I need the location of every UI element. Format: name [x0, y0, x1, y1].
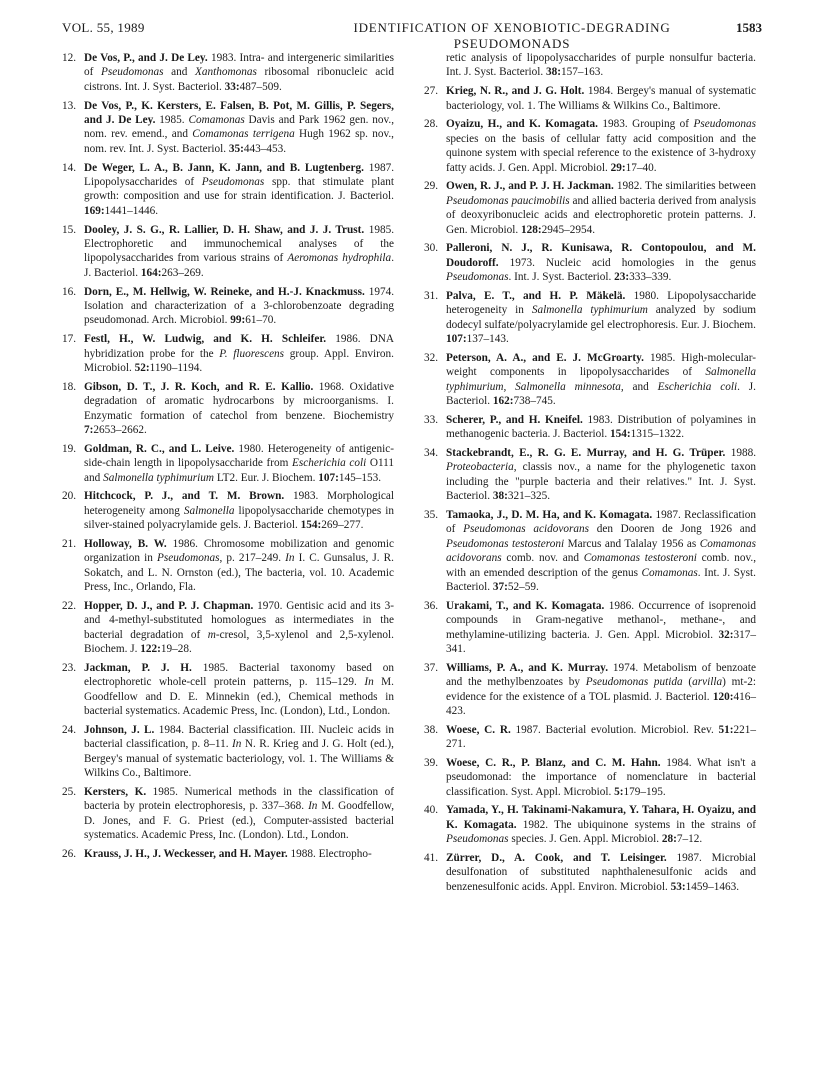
references-right-column	[424, 51, 756, 898]
reference-entry	[424, 241, 756, 284]
ref-italic-term: Escherichia coli	[292, 457, 367, 470]
ref-volume: 7:	[84, 424, 94, 436]
reference-number: 20.	[62, 490, 77, 503]
reference-authors: Goldman, R. C., and L. Leive.	[84, 442, 235, 455]
ref-text: 1985. Electrophoretic and immunochemical analyses of the lipopolysaccharides from various strains of	[84, 223, 394, 265]
reference-authors: Krieg, N. R., and J. G. Holt.	[446, 85, 585, 98]
reference-number: 14.	[62, 161, 77, 174]
ref-volume: 154:	[610, 428, 631, 441]
ref-text: 1987. Lipopolysaccharides of	[84, 161, 394, 188]
reference-authors: Holloway, B. W.	[84, 537, 167, 550]
ref-text: 1986. DNA hybridization probe for the	[84, 333, 394, 360]
reference-number: 18.	[62, 380, 77, 393]
ref-text: 1988. Electropho-	[290, 847, 372, 860]
reference-entry	[62, 99, 394, 157]
ref-text: M. Goodfellow and D. E. Minnekin (ed.), Chemical methods in bacterial systematics. Academic Press, Inc. (London), Ltd., London.	[84, 676, 394, 718]
reference-number: 36.	[424, 599, 439, 612]
ref-volume: 37:	[492, 581, 508, 594]
ref-text: 1315–1322.	[630, 428, 685, 441]
ref-text: 443–453.	[243, 142, 287, 155]
reference-authors: De Weger, L. A., B. Jann, K. Jann, and B. Lugtenberg.	[84, 161, 364, 174]
reference-number: 28.	[424, 118, 439, 131]
ref-volume: 35:	[228, 142, 244, 155]
reference-entry	[424, 351, 756, 409]
ref-text: 1983. Morphological heterogeneity among	[84, 490, 395, 517]
ref-text: 1984. Bacterial classification. III. Nucleic acids in bacterial classification, p. 8–11.	[84, 723, 395, 751]
reference-number: 31.	[424, 289, 439, 302]
ref-text: 321–325.	[507, 490, 551, 503]
ref-italic-term: arvilla	[692, 676, 723, 689]
ref-text: and	[623, 380, 658, 393]
reference-entry	[62, 380, 394, 438]
ref-text: 19–28.	[160, 643, 192, 656]
reference-authors: Woese, C. R.	[446, 723, 511, 736]
reference-entry	[424, 851, 756, 894]
ref-text: 317–341.	[446, 628, 756, 656]
ref-text: Davis and Park 1962 gen. nov., nom. rev. emend., and	[84, 114, 395, 141]
ref-italic-term: Xanthomonas	[194, 66, 257, 79]
reference-number: 39.	[424, 756, 439, 769]
ref-text: I. C. Gunsalus, J. R. Sokatch, and L. N. Ornston (ed.), The bacteria, vol. 10. Academic Press, Inc., Orlando, Fla.	[84, 552, 394, 594]
reference-entry	[62, 442, 394, 485]
ref-italic-term: Comamonas	[641, 566, 698, 579]
ref-text: 1968. Oxidative degradation of aromatic hydrocarbons by microorganisms. I. Enzymatic formation of catechol from benzene. Biochemistry	[84, 380, 394, 422]
reference-authors: Dorn, E., M. Hellwig, W. Reineke, and H.-J. Knackmuss.	[84, 285, 365, 298]
ref-text: 1985. Bacterial taxonomy based on electrophoretic whole-cell protein patterns, p. 115–129.	[84, 661, 394, 689]
ref-text: group. Appl. Environ. Microbiol.	[84, 347, 394, 374]
reference-number: 19.	[62, 442, 77, 455]
reference-entry	[424, 803, 756, 846]
reference-number: 32.	[424, 351, 439, 364]
ref-text: comb. nov. and	[501, 552, 584, 565]
reference-number: 41.	[424, 851, 439, 864]
ref-text: 1980. Lipopolysaccharide heterogeneity in	[446, 289, 756, 317]
reference-entry	[424, 413, 756, 442]
reference-entry	[424, 84, 756, 113]
reference-authors: De Vos, P., K. Kersters, E. Falsen, B. Pot, M. Gillis, P. Segers, and J. De Ley.	[84, 99, 394, 126]
ref-text: . Int. J. Syst. Bacteriol.	[446, 566, 756, 594]
ref-text: 179–195.	[623, 785, 666, 798]
ref-text: , p. 217–249.	[219, 552, 286, 565]
reference-entry	[424, 446, 756, 504]
ref-text: 1982. The ubiquinone systems in the strains of	[522, 818, 756, 831]
ref-volume: 107:	[446, 333, 467, 346]
reference-number: 40.	[424, 804, 439, 817]
reference-continuation	[424, 51, 756, 80]
ref-text: 137–143.	[466, 333, 509, 346]
ref-text: 1459–1463.	[685, 880, 740, 893]
reference-entry	[424, 117, 756, 175]
ref-volume: 107:	[318, 471, 339, 484]
ref-volume: 99:	[230, 314, 246, 327]
reference-authors: Zürrer, D., A. Cook, and T. Leisinger.	[446, 851, 667, 864]
reference-authors: Festl, H., W. Ludwig, and K. H. Schleifer.	[84, 333, 327, 346]
reference-authors: Woese, C. R., P. Blanz, and C. M. Hahn.	[446, 756, 661, 769]
ref-italic-term: Comamonas terrigena	[192, 128, 295, 141]
ref-text: Hugh 1962 sp. nov., nom. rev. Int. J. Syst. Bacteriol.	[84, 128, 394, 155]
ref-volume: 120:	[712, 690, 734, 703]
ref-italic-term: P. fluorescens	[219, 347, 285, 360]
reference-entry	[424, 179, 756, 237]
reference-authors: Hopper, D. J., and P. J. Chapman.	[84, 599, 254, 612]
ref-text: 1986. Chromosome mobilization and genomic organization in	[84, 537, 394, 565]
reference-authors: Dooley, J. S. G., R. Lallier, D. H. Shaw, and J. J. Trust.	[84, 223, 365, 236]
ref-text: 17–40.	[625, 161, 657, 174]
ref-text: 1973. Nucleic acid homologies in the genus	[509, 256, 756, 269]
ref-italic-term: Salmonella typhimurium	[103, 471, 214, 484]
ref-text: 145–153.	[338, 471, 382, 484]
reference-entry	[62, 723, 394, 781]
reference-number: 12.	[62, 52, 77, 64]
ref-text: 1985. Numerical methods in the classification of bacteria by protein electrophoresis, p. 337–368.	[84, 785, 394, 813]
reference-number: 17.	[62, 333, 77, 346]
page-number: 1583	[736, 20, 762, 35]
ref-italic-term: Pseudomonas	[156, 552, 220, 565]
reference-number: 34.	[424, 446, 439, 459]
ref-text: . J. Bacteriol.	[446, 380, 756, 408]
ref-text: spp. that stimulate plant growth: composition and use for strain identification. J. Bacteriol.	[84, 176, 394, 203]
ref-text: 1987. Microbial desulfonation of substituted naphthalenesulfonic acids and benzenesulfonic acids. Appl. Environ. Microbiol.	[446, 851, 756, 893]
ref-volume: 23:	[614, 271, 630, 284]
ref-text: 263–269.	[161, 266, 204, 279]
reference-authors: Palleroni, N. J., R. Kunisawa, R. Contopoulou, and M. Doudoroff.	[446, 242, 756, 269]
ref-text: 1985. High-molecular-weight components in lipopolysaccharides of	[446, 351, 757, 379]
running-header	[62, 20, 762, 51]
ref-text: N. R. Krieg and J. G. Holt (ed.), Bergey's manual of systematic bacteriology, vol. 1. The Williams & Wilkins Co., Baltimore.	[84, 738, 394, 780]
ref-italic-term: Pseudomonas	[201, 176, 265, 188]
ref-italic-term: Escherichia coli	[657, 380, 738, 393]
ref-text: 1980. Heterogeneity of antigenic-side-chain length in lipopolysaccharide from	[84, 442, 394, 470]
reference-authors: Krauss, J. H., J. Weckesser, and H. Mayer.	[84, 847, 288, 860]
reference-authors: Owen, R. J., and P. J. H. Jackman.	[446, 180, 614, 193]
reference-number: 26.	[62, 847, 77, 860]
reference-entry	[62, 223, 394, 281]
ref-italic-term: Comamonas testosteroni	[583, 552, 697, 565]
ref-text: 2653–2662.	[93, 424, 147, 436]
reference-number: 13.	[62, 99, 77, 112]
reference-entry	[62, 785, 394, 843]
ref-text: 487–509.	[239, 80, 282, 93]
ref-volume: 164:	[140, 266, 162, 279]
reference-entry	[62, 599, 394, 657]
ref-italic-term: In	[308, 800, 318, 813]
ref-italic-term: Pseudomonas	[446, 271, 509, 284]
reference-number: 37.	[424, 661, 439, 674]
reference-entry	[62, 285, 394, 328]
ref-text: 1983. Grouping of	[602, 118, 694, 131]
ref-text: 1190–1194.	[149, 362, 203, 374]
ref-text: 1974. Isolation and characterization of a 3-chlorobenzoate degrading pseudomonad. Arch. Microbiol.	[84, 285, 394, 327]
ref-text: ) mt-2: evidence for the existence of a TOL plasmid. J. Bacteriol.	[446, 676, 756, 703]
reference-entry	[424, 661, 756, 719]
ref-text: 1988.	[730, 446, 757, 459]
reference-entry	[424, 599, 756, 657]
reference-entry	[62, 161, 394, 219]
ref-text: 738–745.	[513, 395, 556, 408]
ref-volume: 33:	[224, 80, 240, 93]
ref-italic-term: Salmonella typhimurium, Salmonella minnesota,	[446, 366, 756, 393]
ref-italic-term: In	[285, 552, 295, 565]
ref-text: 2945–2954.	[541, 223, 596, 236]
ref-text: 1984. What isn't a pseudomonad: the importance of nomenclature in bacterial classification. Syst. Appl. Microbiol.	[446, 756, 757, 798]
reference-authors: Urakami, T., and K. Komagata.	[446, 599, 605, 612]
reference-entry	[62, 489, 394, 532]
ref-text: species on the basis of cellular fatty acid composition and the quinone system with special reference to the existence of 3-hydroxy fatty acids. J. Gen. Appl. Microbiol.	[446, 132, 756, 174]
reference-number: 27.	[424, 85, 439, 98]
ref-volume: 38:	[546, 66, 561, 79]
ref-text: analyzed by sodium dodecyl sulfate/polyacrylamide gel electrophoresis. Eur. J. Biochem.	[446, 304, 756, 331]
ref-text: 1984. Bergey's manual of systematic bacteriology, vol. 1. The Williams & Wilkins Co., Baltimore.	[446, 85, 756, 112]
reference-authors: Williams, P. A., and K. Murray.	[446, 661, 609, 674]
ref-italic-term: m	[207, 628, 216, 641]
ref-volume: 52:	[134, 362, 150, 374]
ref-text: lipopolysaccharide chemotypes in silver-stained polyacrylamide gels. J. Bacteriol.	[84, 504, 394, 532]
reference-authors: Kersters, K.	[84, 785, 147, 798]
ref-text: 1974. Metabolism of benzoate and the methylbenzoates by	[446, 661, 757, 689]
ref-text: 61–70.	[245, 314, 277, 327]
ref-volume: 51:	[718, 723, 734, 736]
reference-entry	[424, 756, 756, 799]
ref-text: 157–163.	[561, 66, 604, 79]
reference-number: 25.	[62, 785, 77, 798]
reference-entry	[62, 537, 394, 595]
ref-text: -cresol, 3,5-xylenol and 2,5-xylenol. Biochem. J.	[84, 628, 394, 656]
reference-entry	[424, 723, 756, 752]
ref-volume: 32:	[718, 628, 734, 641]
ref-text: LT2. Eur. J. Biochem.	[214, 471, 319, 484]
ref-text: . Int. J. Syst. Bacteriol.	[508, 271, 615, 284]
ref-italic-term: Comamonas acidovorans	[446, 537, 757, 565]
ref-volume: 53:	[670, 880, 686, 893]
volume-year: VOL. 55, 1989	[62, 20, 145, 35]
ref-italic-term: Pseudomonas acidovorans	[463, 523, 589, 536]
ref-italic-term: Pseudomonas	[693, 118, 757, 131]
ref-volume: 169:	[84, 204, 105, 217]
ref-italic-term: Salmonella	[183, 504, 235, 517]
ref-text: 1985.	[159, 114, 189, 126]
reference-entry	[62, 661, 394, 719]
ref-text: 1987. Reclassification of	[446, 508, 756, 536]
reference-authors: Gibson, D. T., J. R. Koch, and R. E. Kallio.	[84, 380, 314, 393]
reference-authors: Johnson, J. L.	[84, 723, 155, 736]
ref-text: . J. Bacteriol.	[84, 252, 394, 279]
ref-text: retic analysis of lipopolysaccharides of purple nonsulfur bacteria. Int. J. Syst. Bacteriol.	[446, 52, 756, 79]
reference-number: 30.	[424, 242, 439, 255]
reference-entry	[62, 51, 394, 94]
ref-text: comb. nov., with an emended description of the genus	[446, 552, 757, 579]
reference-authors: Yamada, Y., H. Takinami-Nakamura, Y. Tahara, H. Oyaizu, and K. Komagata.	[446, 804, 756, 831]
reference-authors: Tamaoka, J., D. M. Ha, and K. Komagata.	[446, 508, 653, 521]
ref-text: M. Goodfellow, D. Jones, and F. G. Priest (ed.), Computer-assisted bacterial systematics. Academic Press, Inc. (London). Ltd., London.	[84, 800, 395, 842]
ref-text: 1987. Bacterial evolution. Microbiol. Rev.	[515, 723, 719, 736]
ref-text: 1983. Distribution of polyamines in methanogenic bacteria. J. Bacteriol.	[446, 413, 757, 441]
ref-italic-term: Pseudomonas putida	[585, 676, 683, 689]
ref-text: (	[682, 676, 693, 689]
reference-number: 33.	[424, 413, 439, 426]
ref-italic-term: Pseudomonas	[446, 833, 509, 846]
ref-text: den Dooren de Jong 1926 and	[588, 523, 756, 536]
ref-text: Marcus and Talalay 1956 as	[564, 537, 700, 550]
ref-volume: 122:	[140, 643, 161, 656]
ref-italic-term: In	[232, 738, 242, 751]
ref-text: 7–12.	[676, 833, 703, 846]
reference-number: 24.	[62, 723, 77, 736]
ref-text: 1983. Intra- and intergeneric similarities of	[84, 52, 395, 79]
reference-entry	[424, 289, 756, 347]
ref-text: 1441–1446.	[104, 204, 159, 217]
reference-entry	[62, 332, 394, 375]
reference-authors: Peterson, A. A., and E. J. McGroarty.	[446, 351, 644, 364]
reference-authors: Scherer, P., and H. Kneifel.	[446, 413, 583, 426]
ref-text: and allied bacteria derived from analysis of deoxyribonucleic acids and electrophoretic protein patterns. J. Gen. Microbiol.	[446, 194, 756, 236]
reference-number: 16.	[62, 285, 77, 298]
ref-volume: 5:	[614, 785, 624, 798]
ref-text: 1982. The similarities between	[616, 180, 757, 193]
reference-number: 23.	[62, 661, 77, 674]
ref-text: 52–59.	[507, 581, 539, 594]
ref-volume: 38:	[492, 490, 508, 503]
ref-text: and	[163, 66, 195, 79]
ref-text: , classis nov., a name for the phylogenetic taxon including the "purple bacteria and their relatives." Int. J. Syst. Bacteriol.	[446, 461, 756, 503]
reference-number: 22.	[62, 599, 77, 612]
reference-number: 35.	[424, 508, 439, 521]
reference-authors: De Vos, P., and J. De Ley.	[84, 52, 208, 64]
ref-text: 333–339.	[629, 271, 672, 284]
ref-italic-term: Salmonella typhimurium	[531, 304, 648, 317]
reference-number: 29.	[424, 180, 439, 193]
ref-volume: 162:	[492, 395, 514, 408]
reference-number: 15.	[62, 223, 77, 236]
ref-text: 416–423.	[446, 690, 756, 718]
ref-italic-term: Comamonas	[188, 114, 245, 126]
reference-authors: Jackman, P. J. H.	[84, 661, 192, 674]
ref-text: 1986. Occurrence of isoprenoid compounds in Gram-negative methanol-, methane-, and methylamine-utilizing bacteria. J. Gen. Appl. Microbiol.	[446, 599, 757, 641]
ref-volume: 128:	[521, 223, 542, 236]
ref-italic-term: Pseudomonas	[100, 66, 164, 79]
ref-italic-term: Pseudomonas paucimobilis	[446, 194, 570, 207]
reference-number: 21.	[62, 537, 77, 550]
ref-text: ribosomal ribonucleic acid cistrons. Int. J. Syst. Bacteriol.	[84, 66, 394, 93]
reference-authors: Stackebrandt, E., R. G. E. Murray, and H. G. Trüper.	[446, 446, 726, 459]
reference-authors: Oyaizu, H., and K. Komagata.	[446, 118, 598, 131]
references-left-column	[62, 51, 394, 865]
reference-number: 38.	[424, 723, 439, 736]
ref-text: species. J. Gen. Appl. Microbiol.	[508, 833, 662, 846]
ref-text: 1970. Gentisic acid and its 3- and 4-methyl-substituted homologues as intermediates in the bacterial degradation of	[84, 599, 394, 641]
ref-italic-term: Pseudomonas testosteroni	[446, 537, 565, 550]
reference-authors: Hitchcock, P. J., and T. M. Brown.	[84, 490, 285, 503]
ref-volume: 154:	[300, 519, 322, 532]
ref-italic-term: Aeromonas hydrophila	[287, 252, 392, 265]
ref-volume: 28:	[661, 833, 677, 846]
ref-text: 221–271.	[446, 723, 756, 751]
running-title: IDENTIFICATION OF XENOBIOTIC-DEGRADING PSEUDOMONADS	[353, 20, 671, 51]
reference-entry	[424, 508, 756, 595]
ref-italic-term: In	[364, 676, 374, 689]
reference-authors: Palva, E. T., and H. P. Mäkelä.	[446, 289, 626, 302]
ref-text: O111 and	[84, 457, 394, 484]
ref-volume: 29:	[610, 161, 626, 174]
ref-italic-term: Proteobacteria	[446, 461, 514, 474]
reference-entry	[62, 847, 394, 861]
ref-text: 269–277.	[321, 519, 364, 532]
